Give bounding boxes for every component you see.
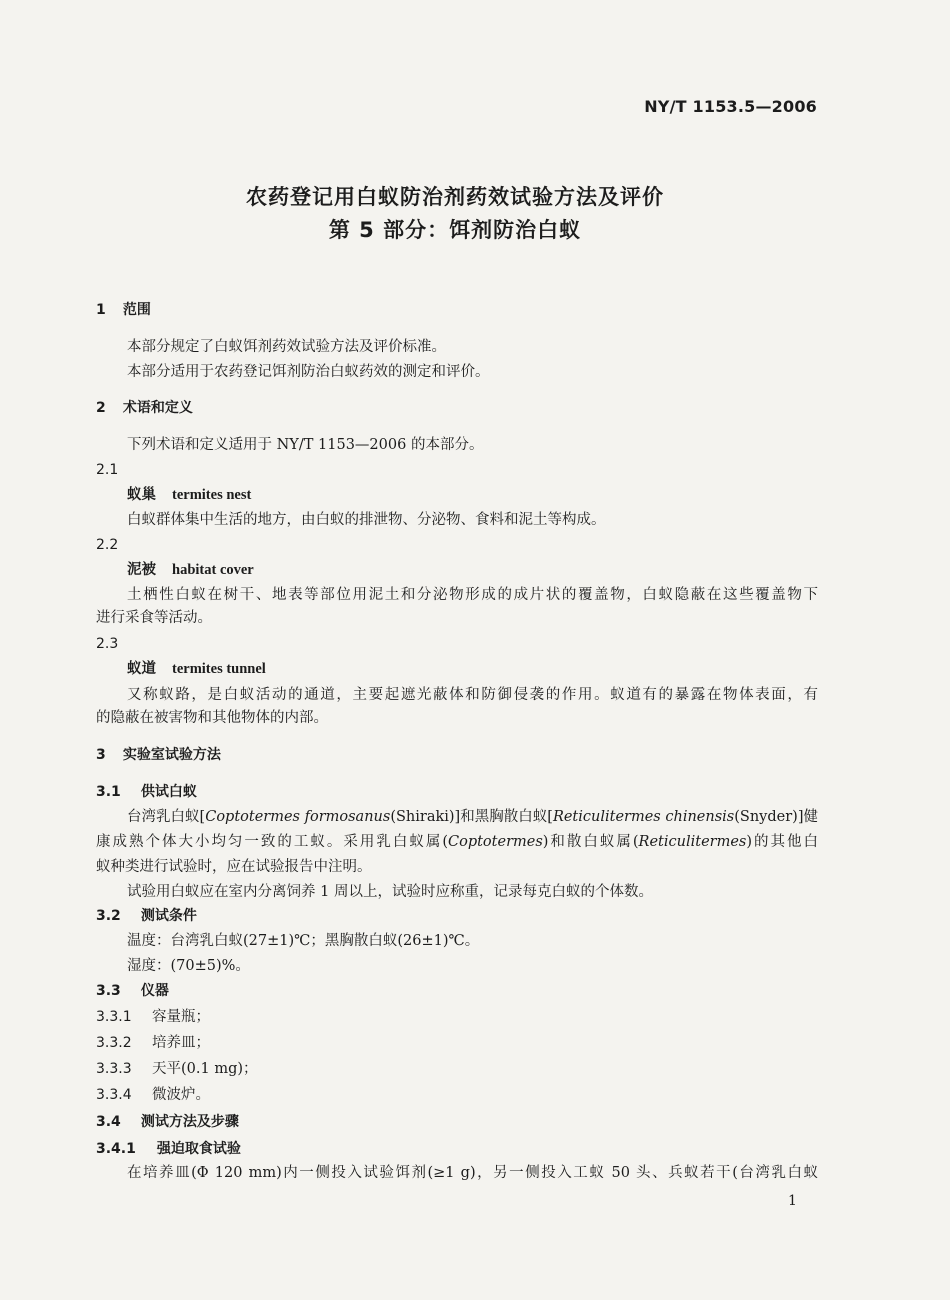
definition-text: 又称蚁路，是白蚁活动的通道，主要起遮光蔽体和防御侵袭的作用。蚁道有的暴露在物体表面，有 — [127, 687, 818, 703]
section-title: 术语和定义 — [122, 400, 193, 416]
item-text: 天平(0.1 mg)； — [152, 1061, 258, 1077]
definition-text: 土栖性白蚁在树干、地表等部位用泥土和分泌物形成的成片状的覆盖物，白蚁隐蔽在这些覆盖物下 — [127, 587, 818, 603]
definition-text: 白蚁群体集中生活的地方，由白蚁的排泄物、分泌物、食料和泥土等构成。 — [127, 512, 606, 528]
species-name: Reticulitermes chinensis — [552, 809, 735, 825]
paragraph — [96, 807, 818, 827]
paragraph: 温度：台湾乳白蚁(27±1)℃；黑胸散白蚁(26±1)℃。 — [127, 933, 480, 949]
text-run: )和散白蚁属( — [542, 834, 639, 850]
section-title: 范围 — [122, 302, 151, 318]
item-text: 微波炉。 — [152, 1087, 210, 1103]
paragraph: 下列术语和定义适用于 NY/T 1153—2006 的本部分。 — [127, 437, 484, 453]
genus-name: Reticulitermes — [638, 834, 747, 850]
definition-number: 2.3 — [96, 636, 119, 652]
term-zh: 泥被 — [127, 561, 156, 578]
list-item — [96, 1033, 210, 1053]
standard-number: NY/T 1153.5—2006 — [644, 97, 817, 116]
item-text: 培养皿； — [152, 1035, 210, 1051]
text-run: 康成熟个体大小均匀一致的工蚁。采用乳白蚁属( — [96, 834, 448, 850]
list-item — [96, 1007, 210, 1027]
section-3-heading — [96, 745, 221, 765]
text-run: 台湾乳白蚁[ — [127, 809, 206, 825]
subsection-title: 仪器 — [140, 983, 169, 999]
item-number: 3.3.3 — [96, 1061, 132, 1077]
definition-number: 2.2 — [96, 537, 119, 553]
subsection-number: 3.4 — [96, 1114, 121, 1130]
definition-term — [127, 485, 251, 505]
item-number: 3.3.1 — [96, 1009, 132, 1025]
section-2-heading — [96, 398, 193, 418]
paragraph: 本部分规定了白蚁饵剂药效试验方法及评价标准。 — [127, 339, 446, 355]
subsection-number: 3.1 — [96, 784, 121, 800]
term-en: termites nest — [172, 487, 252, 503]
definition-number: 2.1 — [96, 462, 119, 478]
section-1-heading — [96, 300, 151, 320]
subsection-3-3-heading — [96, 981, 169, 1001]
term-en: habitat cover — [172, 562, 254, 578]
subsection-title: 测试条件 — [140, 908, 197, 924]
subsection-3-4-1-heading — [96, 1139, 241, 1159]
paragraph: 在培养皿(Φ 120 mm)内一侧投入试验饵剂(≥1 g)，另一侧投入工蚁 50 头、兵蚁若干(台湾乳白蚁 — [127, 1165, 818, 1181]
list-item — [96, 1085, 210, 1105]
document-title-line2: 第 5 部分：饵剂防治白蚁 — [328, 218, 582, 242]
genus-name: Coptotermes — [448, 834, 543, 850]
species-name: Coptotermes formosanus — [205, 809, 391, 825]
subsection-3-4-heading — [96, 1112, 239, 1132]
paragraph: 本部分适用于农药登记饵剂防治白蚁药效的测定和评价。 — [127, 364, 490, 380]
section-title: 实验室试验方法 — [122, 747, 221, 763]
text-run: (Shiraki)]和黑胸散白蚁[ — [390, 809, 553, 825]
subsection-3-2-heading — [96, 906, 197, 926]
term-zh: 蚁道 — [127, 660, 156, 677]
subsection-number: 3.2 — [96, 908, 121, 924]
subsection-title: 测试方法及步骤 — [140, 1114, 239, 1130]
subsection-number: 3.3 — [96, 983, 121, 999]
text-run: )的其他白 — [746, 834, 818, 850]
definition-term — [127, 560, 254, 580]
section-number: 2 — [96, 400, 106, 416]
term-zh: 蚁巢 — [127, 486, 156, 503]
paragraph: 试验用白蚁应在室内分离饲养 1 周以上，试验时应称重，记录每克白蚁的个体数。 — [127, 884, 653, 900]
list-item — [96, 1059, 258, 1079]
term-en: termites tunnel — [172, 661, 266, 677]
subsection-number: 3.4.1 — [96, 1141, 136, 1157]
paragraph: 湿度：(70±5)%。 — [127, 958, 250, 974]
item-text: 容量瓶； — [152, 1009, 210, 1025]
page-number: 1 — [788, 1193, 797, 1209]
definition-text: 进行采食等活动。 — [96, 610, 212, 626]
subsection-3-1-heading — [96, 782, 197, 802]
item-number: 3.3.2 — [96, 1035, 132, 1051]
text-run: (Snyder)]健 — [734, 809, 818, 825]
section-number: 1 — [96, 302, 106, 318]
section-number: 3 — [96, 747, 106, 763]
item-number: 3.3.4 — [96, 1087, 132, 1103]
subsection-title: 强迫取食试验 — [156, 1141, 241, 1157]
subsection-title: 供试白蚁 — [140, 784, 197, 800]
document-title-line1: 农药登记用白蚁防治剂药效试验方法及评价 — [246, 185, 664, 209]
paragraph — [96, 832, 818, 852]
paragraph: 蚁种类进行试验时，应在试验报告中注明。 — [96, 859, 372, 875]
definition-text: 的隐蔽在被害物和其他物体的内部。 — [96, 710, 328, 726]
definition-term — [127, 659, 266, 679]
